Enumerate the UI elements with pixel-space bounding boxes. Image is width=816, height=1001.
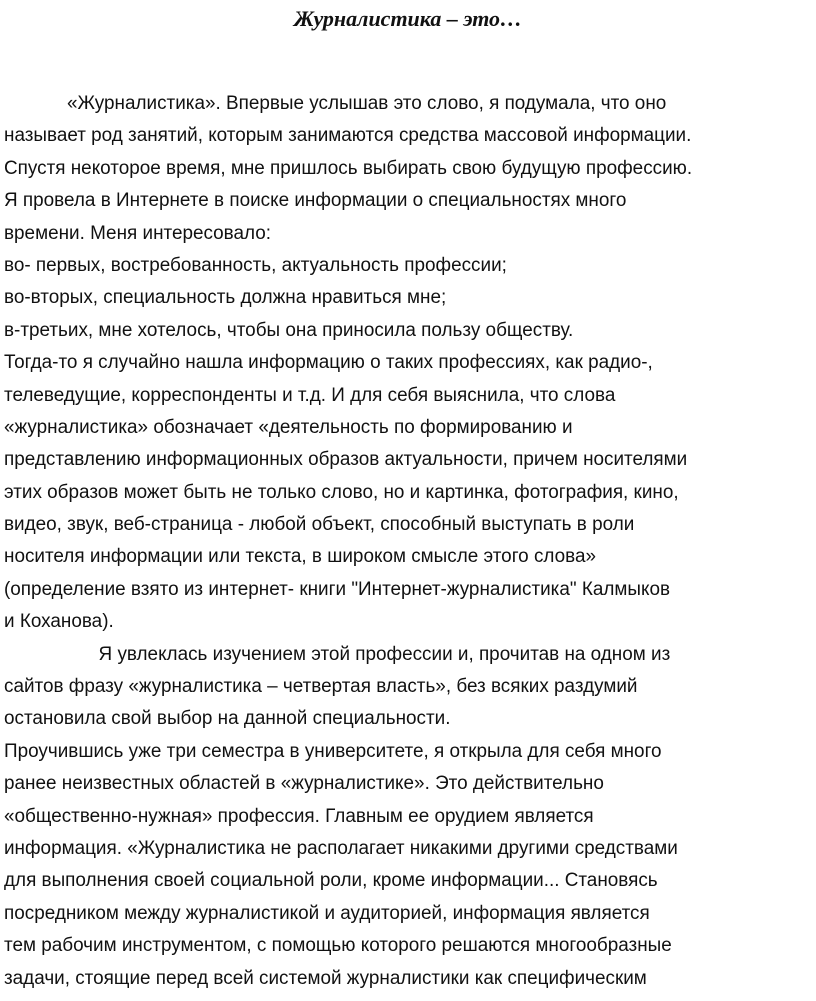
text-line: времени. Меня интересовало: [4,222,272,244]
text-line: Я увлеклась изучением этой профессии и, прочитав на одном из [4,643,671,665]
text-line: ранее неизвестных областей в «журналистике». Это действительно [4,773,604,795]
text-line: называет род занятий, которым занимаются средства массовой информации. [4,125,692,147]
text-line: информация. «Журналистика не располагает никакими другими средствами [4,837,678,859]
text-line: Спустя некоторое время, мне пришлось выбирать свою будущую профессию. [4,157,693,179]
text-line: Я провела в Интернете в поиске информации о специальностях много [4,190,627,212]
text-line: во-вторых, специальность должна нравиться мне; [4,287,447,309]
essay-body [4,88,816,995]
text-line: и Коханова). [4,611,114,633]
text-line: во- первых, востребованность, актуальность профессии; [4,254,507,276]
text-line: в-третьих, мне хотелось, чтобы она приносила пользу обществу. [4,319,574,341]
text-line: телеведущие, корреспонденты и т.д. И для себя выяснила, что слова [4,384,616,406]
text-line: «Журналистика». Впервые услышав это слово, я подумала, что оно [4,93,667,114]
text-line: для выполнения своей социальной роли, кроме информации... Становясь [4,870,658,892]
text-line: носителя информации или текста, в широком смысле этого слова» [4,546,597,568]
text-line: тем рабочим инструментом, с помощью которого решаются многообразные [4,935,672,957]
text-line: «общественно-нужная» профессия. Главным ее орудием является [4,805,594,827]
text-line: «журналистика» обозначает «деятельность по формированию и [4,416,573,438]
text-line: видео, звук, веб-страница - любой объект, способный выступать в роли [4,514,635,536]
text-line: остановила свой выбор на данной специальности. [4,708,451,730]
text-line: Тогда-то я случайно нашла информацию о таких профессиях, как радио-, [4,352,653,374]
text-line: этих образов может быть не только слово, но и картинка, фотография, кино, [4,481,679,503]
text-line: представлению информационных образов актуальности, причем носителями [4,449,688,471]
text-line: (определение взято из интернет- книги "Интернет-журналистика" Калмыков [4,578,671,600]
text-line: сайтов фразу «журналистика – четвертая власть», без всяких раздумий [4,676,638,698]
text-line: Проучившись уже три семестра в университете, я открыла для себя много [4,740,662,762]
text-line: задачи, стоящие перед всей системой журналистики как специфическим [4,967,647,989]
text-line: посредником между журналистикой и аудиторией, информация является [4,902,650,924]
page-title: Журналистика – это… [293,6,523,31]
